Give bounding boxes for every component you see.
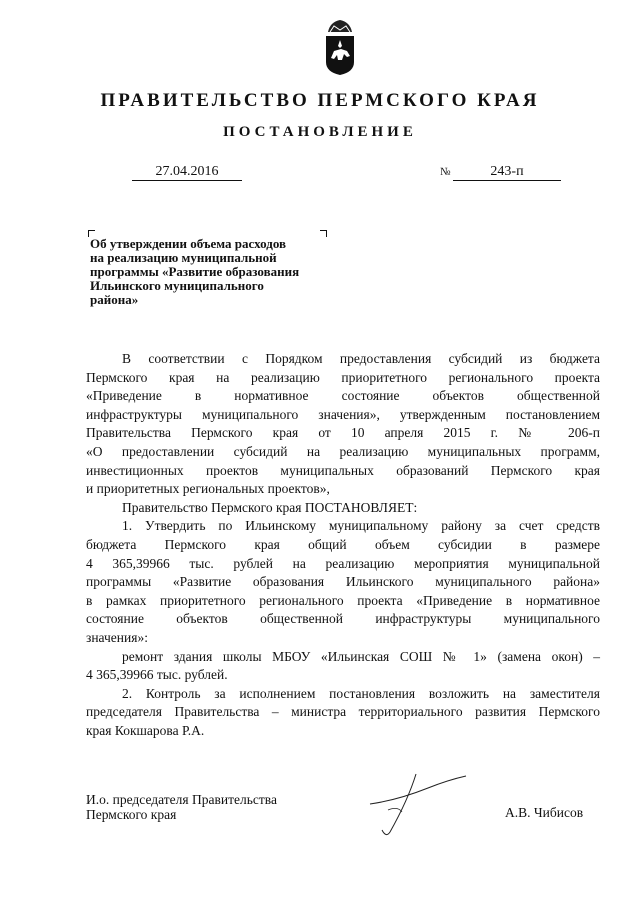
subject-line: Ильинского муниципального <box>90 278 264 293</box>
body-line: ремонт здания школы МБОУ «Ильинская СОШ № 1» (замена окон) – <box>122 648 600 664</box>
body-line: «Приведение в нормативное состояние объектов общественной <box>86 388 600 404</box>
body-line: председателя Правительства – министра территориального развития Пермского <box>86 704 600 720</box>
body-line: состояние объектов общественной инфраструктуры муниципального <box>86 611 600 627</box>
body-line: 4 365,39966 тыс. рублей на реализацию мероприятия муниципальной <box>86 555 600 571</box>
signatory-position-line: И.о. председателя Правительства <box>86 792 277 807</box>
body-line: 4 365,39966 тыс. рублей. <box>86 667 228 683</box>
preamble-paragraph <box>86 350 600 499</box>
repair-item-paragraph <box>86 648 600 685</box>
resolves-paragraph <box>86 499 600 518</box>
body-line: значения»: <box>86 629 148 645</box>
body-line: В соответствии с Порядком предоставления субсидий из бюджета <box>122 351 600 366</box>
body-line: 1. Утвердить по Ильинскому муниципальному району за счет средств <box>122 518 600 534</box>
body-line: программы «Развитие образования Ильинского муниципального района» <box>86 574 600 590</box>
signatory-position <box>86 792 277 822</box>
handwritten-signature <box>368 770 468 840</box>
subject-line: программы «Развитие образования <box>90 264 300 279</box>
body-line: «О предоставлении субсидий на реализацию муниципальных программ, <box>86 443 600 459</box>
clause-2-paragraph <box>86 685 600 741</box>
coat-of-arms-icon <box>320 18 360 76</box>
number-label: № <box>440 166 451 178</box>
subject-line: Об утверждении объема расходов <box>90 236 287 251</box>
body-line: и приоритетных региональных проектов», <box>86 481 330 497</box>
signatory-name: А.В. Чибисов <box>505 805 584 820</box>
body-line: Правительства Пермского края от 10 апреля 2015 г. № 206-п <box>86 425 600 441</box>
document-date: 27.04.2016 <box>132 164 242 181</box>
body-line: 2. Контроль за исполнением постановления возложить на заместителя <box>122 685 600 701</box>
document-number: 243-п <box>453 164 561 181</box>
body-line: Правительство Пермского края ПОСТАНОВЛЯЕТ: <box>122 499 418 515</box>
subject-line: района» <box>90 292 139 307</box>
body-line: инфраструктуры муниципального значения», утвержденным постановлением <box>86 406 600 422</box>
subject-line: на реализацию муниципальной <box>90 250 277 265</box>
signatory-position-line: Пермского края <box>86 807 177 822</box>
subject-bracket-right <box>320 230 327 237</box>
document-type-title: ПОСТАНОВЛЕНИЕ <box>223 124 417 140</box>
body-line: края Кокшарова Р.А. <box>86 722 205 738</box>
document-subject <box>90 237 390 307</box>
clause-1-paragraph <box>86 517 600 647</box>
body-line: инвестиционных проектов муниципальных образований Пермского края <box>86 462 600 478</box>
body-line: Пермского края на реализацию приоритетного регионального проекта <box>86 369 600 385</box>
body-line: в рамках приоритетного регионального проекта «Приведение в нормативное <box>86 592 600 608</box>
government-title: ПРАВИТЕЛЬСТВО ПЕРМСКОГО КРАЯ <box>100 90 540 111</box>
body-line: бюджета Пермского края общий объем субсидии в размере <box>86 536 600 552</box>
document-body <box>86 350 600 740</box>
